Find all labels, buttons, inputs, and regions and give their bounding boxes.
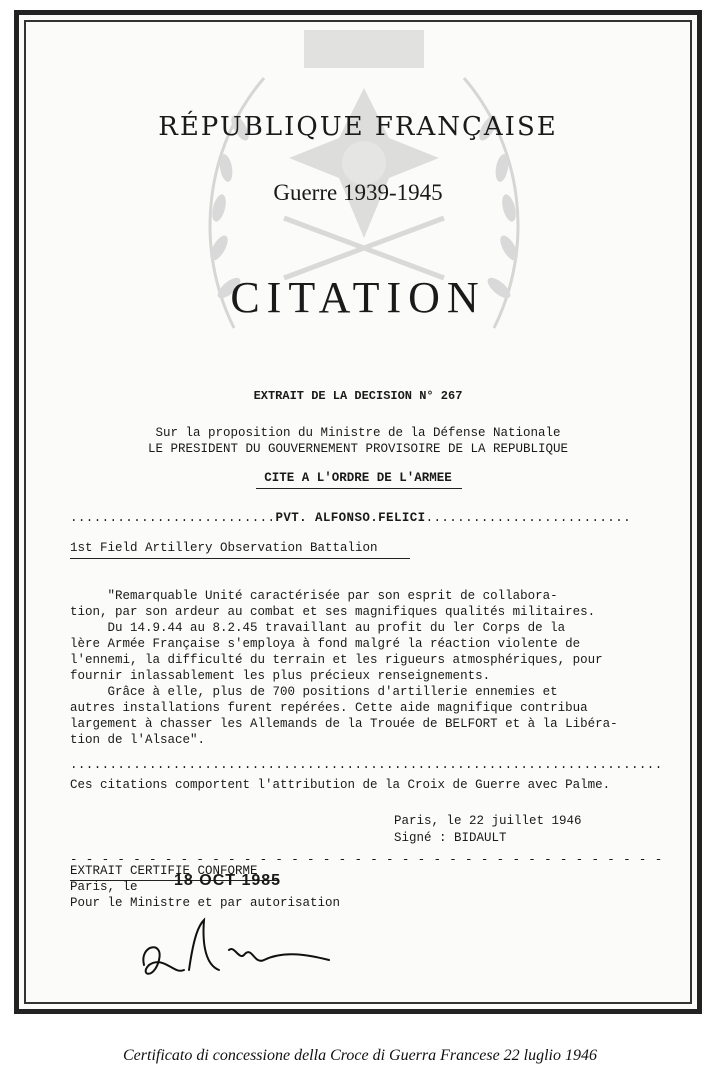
unit-underline <box>70 558 410 559</box>
citation-body-line: largement à chasser les Allemands de la Trouée de BELFORT et à la Libéra- <box>70 717 618 731</box>
war-period: Guerre 1939-1945 <box>273 180 443 205</box>
citation-body-line: l'ennemi, la difficulté du terrain et les rigueurs atmosphériques, pour <box>70 653 603 667</box>
unit-name: 1st Field Artillery Observation Battalion <box>70 541 378 555</box>
proposal-line-1: Sur la proposition du Ministre de la Défense Nationale <box>155 426 561 440</box>
dots-left: .......................... <box>70 511 276 525</box>
for-minister-line: Pour le Ministre et par autorisation <box>70 896 341 910</box>
citation-body-line: fournir inlassablement les plus précieux renseignements. <box>70 669 491 683</box>
proposal-line-2: LE PRESIDENT DU GOUVERNEMENT PROVISOIRE DE LA REPUBLIQUE <box>147 442 569 456</box>
dashed-separator: - - - - - - - - - - - - - - - - - - - - - - - - - - - - - - - - - - - - - - <box>70 853 663 867</box>
date-stamp: 18 OCT 1985 <box>174 872 282 889</box>
signed-by: Signé : BIDAULT <box>394 831 507 845</box>
order-underline <box>256 488 462 489</box>
citation-body-line: "Remarquable Unité caractérisée par son esprit de collabora- <box>70 589 558 603</box>
dots-right: .......................... <box>425 511 631 525</box>
certification-place: Paris, le <box>70 880 138 894</box>
handwritten-signature <box>134 915 334 995</box>
certificate-page <box>14 10 702 1014</box>
issue-date: Paris, le 22 juillet 1946 <box>394 814 582 828</box>
citation-body-line: tion, par son ardeur au combat et ses magnifiques qualités militaires. <box>70 605 596 619</box>
croix-de-guerre-line: Ces citations comportent l'attribution de la Croix de Guerre avec Palme. <box>70 778 611 792</box>
dotted-separator: ........................................................................... <box>70 758 663 772</box>
citation-body-line: Grâce à elle, plus de 700 positions d'artillerie ennemies et <box>70 685 558 699</box>
figure-caption: Certificato di concessione della Croce di Guerra Francese 22 luglio 1946 <box>123 1047 597 1064</box>
citation-body-line: lère Armée Française s'employa à fond malgré la réaction violente de <box>70 637 581 651</box>
recipient-line <box>70 510 631 526</box>
certified-copy: EXTRAIT CERTIFIE CONFORME <box>70 864 258 878</box>
citation-title: CITATION <box>230 273 486 322</box>
recipient-name: PVT. ALFONSO.FELICI <box>275 511 426 525</box>
citation-body-line: autres installations furent repérées. Cette aide magnifique contribua <box>70 701 588 715</box>
order-of-army: CITE A L'ORDRE DE L'ARMEE <box>264 471 452 485</box>
citation-body-line: tion de l'Alsace". <box>70 733 206 747</box>
decision-reference: EXTRAIT DE LA DECISION N° 267 <box>253 389 463 403</box>
citation-body-line: Du 14.9.44 au 8.2.45 travaillant au profit du ler Corps de la <box>70 621 566 635</box>
republic-heading: RÉPUBLIQUE FRANÇAISE <box>158 112 558 142</box>
